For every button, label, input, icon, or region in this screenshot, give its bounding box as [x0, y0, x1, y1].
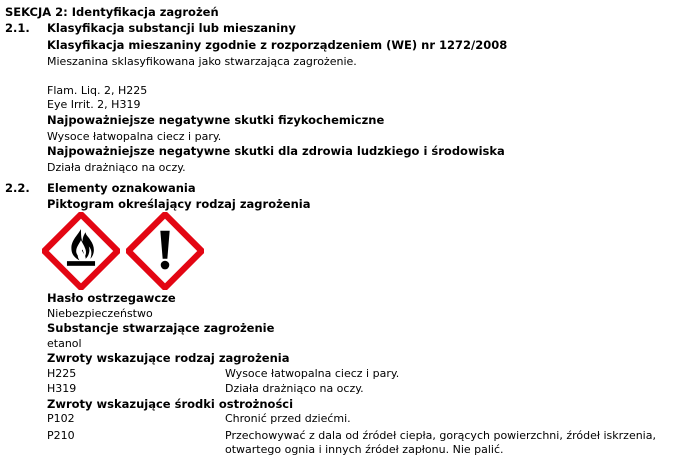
physchem-effects-heading: Najpoważniejsze negatywne skutki fizykochemiczne: [47, 113, 385, 127]
section-title: SEKCJA 2: Identyfikacja zagrożeń: [5, 5, 219, 19]
precaution-code: P102: [47, 412, 75, 425]
subsection-2-2-heading: Elementy oznakowania: [47, 181, 196, 195]
classified-statement: Mieszanina sklasyfikowana jako stwarzająca zagrożenie.: [47, 55, 357, 68]
precaution-code: P210: [47, 429, 75, 442]
signal-word: Niebezpieczeństwo: [47, 307, 153, 320]
hazard-text: Wysoce łatwopalna ciecz i pary.: [225, 367, 400, 380]
signal-word-heading: Hasło ostrzegawcze: [47, 291, 176, 305]
precaution-text: Chronić przed dziećmi.: [225, 412, 351, 425]
hazard-text: Działa drażniąco na oczy.: [225, 382, 364, 395]
physchem-effects-text: Wysoce łatwopalna ciecz i pary.: [47, 130, 222, 143]
subsection-2-2-number: 2.2.: [5, 181, 30, 195]
hazard-code: H319: [47, 382, 77, 395]
pictogram-heading: Piktogram określający rodzaj zagrożenia: [47, 197, 311, 211]
subsection-2-1-heading: Klasyfikacja substancji lub mieszaniny: [47, 21, 296, 35]
hazard-statements-heading: Zwroty wskazujące rodzaj zagrożenia: [47, 351, 290, 365]
hazard-code: H225: [47, 367, 77, 380]
precaution-text-continued: otwartego ognia i innych źródeł zapłonu. Nie palić.: [225, 443, 504, 456]
subsection-2-1-number: 2.1.: [5, 21, 30, 35]
hazardous-substances-heading: Substancje stwarzające zagrożenie: [47, 321, 275, 335]
precaution-text: Przechowywać z dala od źródeł ciepła, gorących powierzchni, źródeł iskrzenia,: [225, 429, 656, 442]
health-effects-text: Działa drażniąco na oczy.: [47, 161, 186, 174]
classification-item: Eye Irrit. 2, H319: [47, 98, 141, 111]
exclamation-pictogram-icon: [126, 212, 204, 290]
classification-item: Flam. Liq. 2, H225: [47, 84, 148, 97]
hazard-pictograms: [42, 212, 204, 292]
classification-regulation-heading: Klasyfikacja mieszaniny zgodnie z rozporządzeniem (WE) nr 1272/2008: [47, 38, 508, 52]
hazardous-substance: etanol: [47, 337, 82, 350]
health-effects-heading: Najpoważniejsze negatywne skutki dla zdrowia ludzkiego i środowiska: [47, 144, 505, 158]
flame-pictogram-icon: [42, 212, 120, 290]
precautionary-statements-heading: Zwroty wskazujące środki ostrożności: [47, 397, 294, 411]
